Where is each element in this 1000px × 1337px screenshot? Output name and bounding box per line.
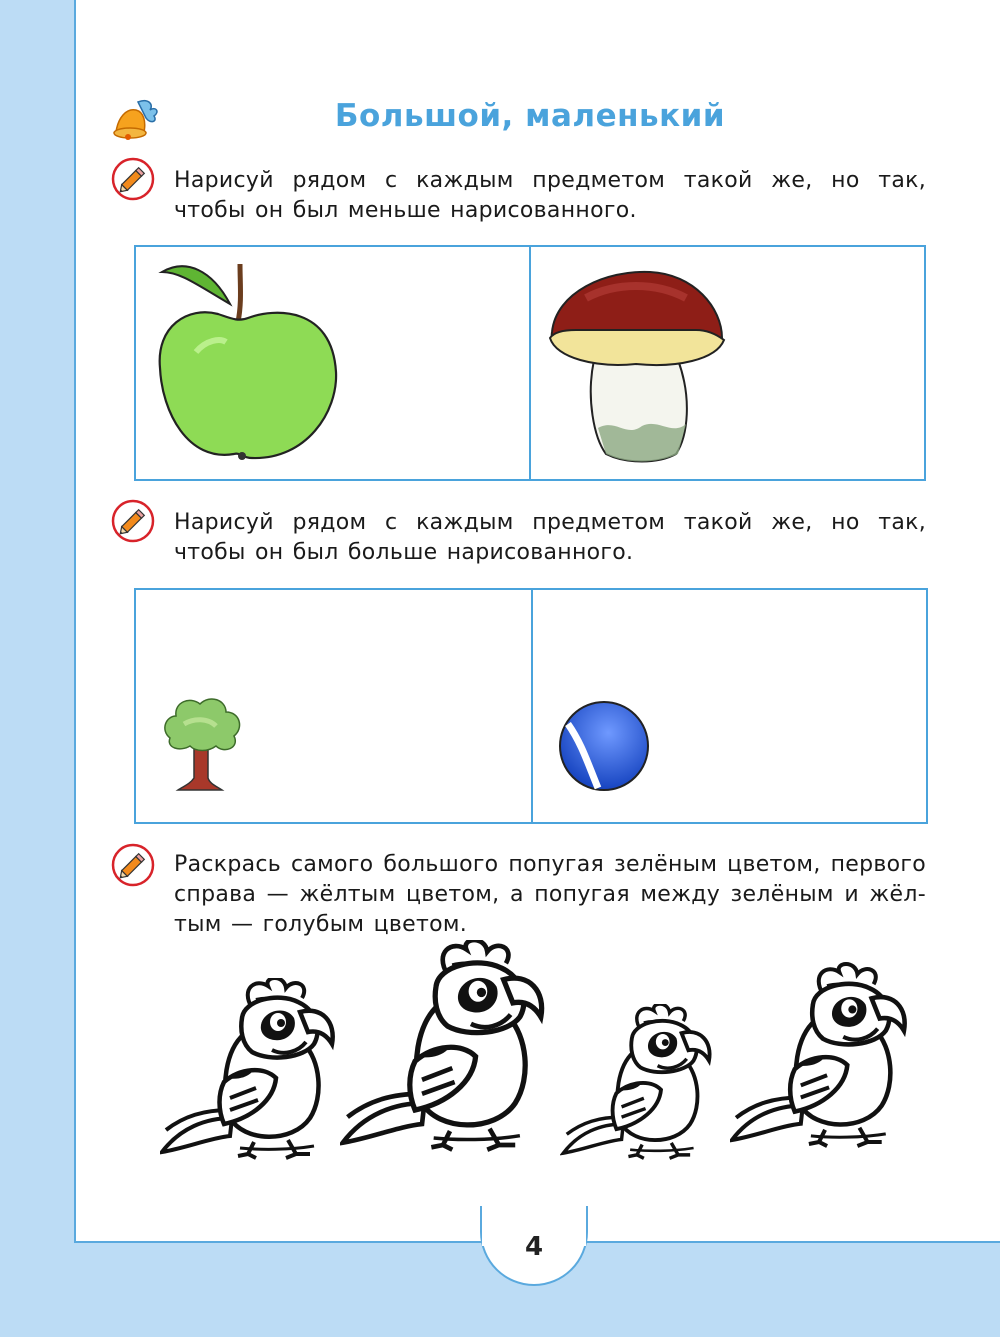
task-3-text: Раскрась самого большого попугая зелёным цветом, первого справа — жёлтым цветом, а попугая между зелёным и жёл-тым — голубым цветом.	[174, 852, 926, 937]
pencil-icon	[110, 156, 156, 202]
task-2-text: Нарисуй рядом с каждым предметом такой же, но так, чтобы он был больше нарисованного.	[174, 510, 926, 565]
bell-icon	[108, 96, 160, 142]
parrot-picture-small-left	[160, 978, 336, 1160]
pencil-icon	[110, 498, 156, 544]
mushroom-picture	[546, 268, 730, 468]
ball-picture	[554, 700, 660, 792]
parrot-picture-largest	[340, 940, 546, 1152]
task-2-grid	[134, 588, 928, 824]
page-title: Большой, маленький	[334, 98, 726, 134]
parrot-picture-right	[730, 960, 908, 1152]
tree-picture	[160, 694, 244, 794]
page-number: 4	[524, 1232, 544, 1262]
task-1-text: Нарисуй рядом с каждым предметом такой же, но так, чтобы он был меньше нарисованного.	[174, 168, 926, 223]
apple-picture	[156, 262, 342, 464]
pencil-icon	[110, 842, 156, 888]
parrot-picture-smallest	[560, 1004, 714, 1160]
